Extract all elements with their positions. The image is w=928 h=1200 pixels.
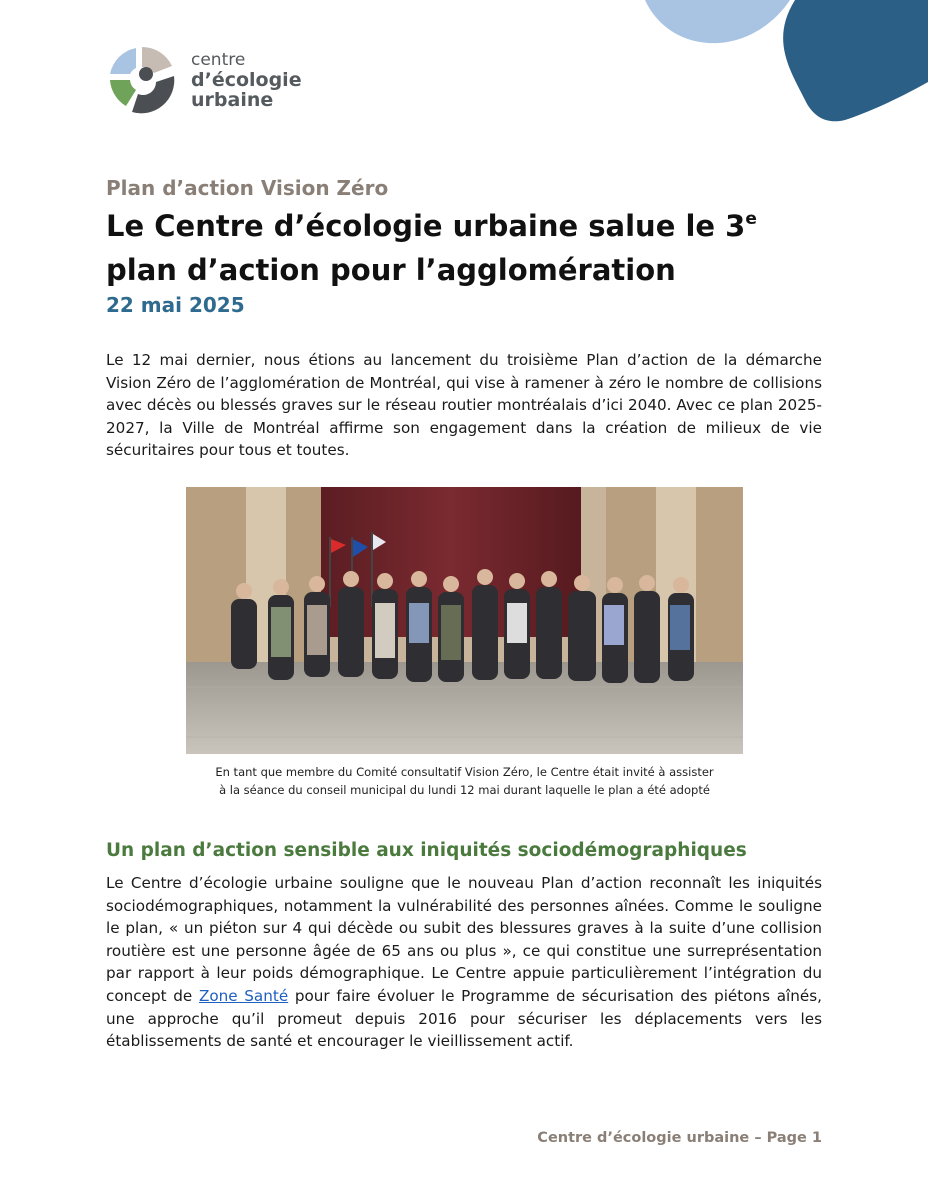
title-superscript: e [745,209,757,229]
section-text-before-link: Le Centre d’écologie urbaine souligne que le nouveau Plan d’action reconnaît les iniquités sociodémographiques, notamment la vulnérabilité des personnes aînées. Comme le souligne le plan, « un piéton sur 4 qui décède ou subit des blessures graves à la suite d’une collision routière est une personne âgée de 65 ans ou plus », ce qui constitue une surreprésentation par rapport à leur poids démographique. Le Centre appuie particulièrement l’intégration du concept de [106,874,822,1005]
caption-line1: En tant que membre du Comité consultatif Vision Zéro, le Centre était invité à assister [215,765,714,779]
logo-text-line2: d’écologie [191,69,302,91]
group-photo [186,487,743,754]
intro-paragraph: Le 12 mai dernier, nous étions au lancement du troisième Plan d’action de la démarche Vision Zéro de l’agglomération de Montréal, qui vise à ramener à zéro le nombre de collisions avec décès ou blessés graves sur le réseau routier montréalais d’ici 2040. Avec ce plan 2025-2027, la Ville de Montréal affirme son engagement dans la création de milieux de vie sécuritaires pour tous et toutes. [106,351,822,460]
section-text-after-link: pour faire évoluer le Programme de sécurisation des piétons aînés, une approche qu’il promeut depuis 2016 pour sécuriser les déplacements vers les établissements de santé et encourager le vieillissement actif. [106,986,822,1051]
publication-date: 22 mai 2025 [106,293,245,317]
logo-text-line1: centre [191,50,246,70]
section-paragraph [106,872,822,1053]
title-part2: plan d’action pour l’agglomération [106,253,676,287]
title-part1: Le Centre d’écologie urbaine salue le 3 [106,209,746,243]
section-heading: Un plan d’action sensible aux iniquités sociodémographiques [106,840,747,861]
organization-logo [102,40,312,122]
caption-line2: à la séance du conseil municipal du lundi 12 mai durant laquelle le plan a été adopté [219,783,710,797]
kicker: Plan d’action Vision Zéro [106,176,389,200]
page-title [106,204,826,292]
zone-sante-link[interactable]: Zone Santé [198,986,289,1005]
page-footer: Centre d’écologie urbaine – Page 1 [537,1130,822,1146]
cue-logo-icon [102,40,182,120]
logo-text-line3: urbaine [191,89,274,111]
group-photo-illustration [186,487,743,754]
photo-caption [186,763,743,799]
